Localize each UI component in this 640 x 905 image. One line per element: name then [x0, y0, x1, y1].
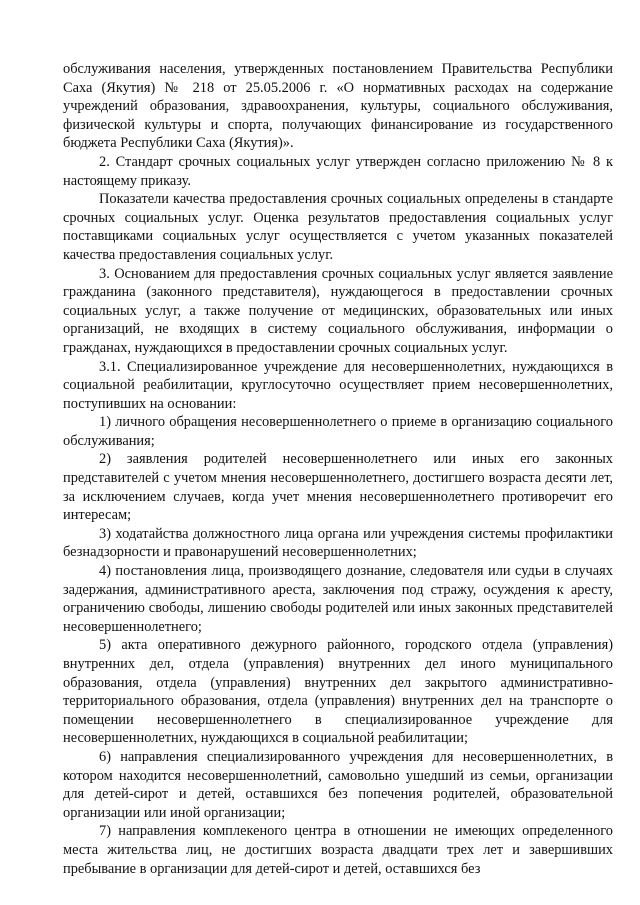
list-item-5: 5) акта оперативного дежурного районного, городского отдела (управления) внутренних дел, отдела (управления) внутренних дел иного муниципального образования, отдела (управления) внутренних дел закрытого административно-территориального образования, отдела (управления) внутренних дел на транспорте о помещении несовершеннолетнего в специализированное учреждение для несовершеннолетних, нуждающихся в социальной реабилитации; [63, 637, 613, 747]
paragraph-item-3-1: 3.1. Специализированное учреждение для несовершеннолетних, нуждающихся в социальной реабилитации, круглосуточно осуществляет прием несовершеннолетних, поступивших на основании: [63, 358, 613, 412]
paragraph-item-2: 2. Стандарт срочных социальных услуг утвержден согласно приложению № 8 к настоящему приказу. [63, 153, 613, 189]
list-item-6: 6) направления специализированного учреждения для несовершеннолетних, в котором находится несовершеннолетний, самовольно ушедший из семьи, организации для детей-сирот и детей, оставшихся без попечения родителей, образовательной организации или иной организации; [63, 748, 613, 821]
list-item-3: 3) ходатайства должностного лица органа или учреждения системы профилактики безнадзорности и правонарушений несовершеннолетних; [63, 525, 613, 561]
document-page [63, 60, 613, 878]
paragraph-continuation: обслуживания населения, утвержденных постановлением Правительства Республики Саха (Якутия) № 218 от 25.05.2006 г. «О нормативных расходах на содержание учреждений образования, здравоохранения, культуры, социального обслуживания, физической культуры и спорта, получающих финансирование из государственного бюджета Республики Саха (Якутия)». [63, 61, 613, 152]
paragraph-quality-indicators: Показатели качества предоставления срочных социальных определены в стандарте срочных социальных услуг. Оценка результатов предоставления социальных услуг поставщиками социальных услуг осуществляется с учетом указанных показателей качества предоставления социальных услуг. [63, 191, 613, 263]
list-item-2: 2) заявления родителей несовершеннолетнего или иных его законных представителей с учетом мнения несовершеннолетнего, достигшего возраста десяти лет, за исключением случаев, когда учет мнения несовершеннолетнего противоречит его интересам; [63, 451, 613, 524]
list-item-1: 1) личного обращения несовершеннолетнего о приеме в организацию социального обслуживания; [63, 414, 613, 449]
list-item-4: 4) постановления лица, производящего дознание, следователя или судьи в случаях задержания, административного ареста, заключения под стражу, осуждения к аресту, ограничению свободы, лишению свободы родителей или иных законных представителей несовершеннолетнего; [63, 563, 613, 635]
paragraph-item-3: 3. Основанием для предоставления срочных социальных услуг является заявление гражданина (законного представителя), нуждающегося в предоставлении срочных социальных услуг, а также получение от медицинских, образовательных или иных организаций, не входящих в систему социального обслуживания, информации о гражданах, нуждающихся в предоставлении срочных социальных услуг. [63, 265, 613, 356]
list-item-7: 7) направления комплекеного центра в отношении не имеющих определенного места жительства лиц, не достигших возраста двадцати трех лет и завершивших пребывание в организации для детей-сирот и детей, оставшихся без [63, 823, 613, 877]
